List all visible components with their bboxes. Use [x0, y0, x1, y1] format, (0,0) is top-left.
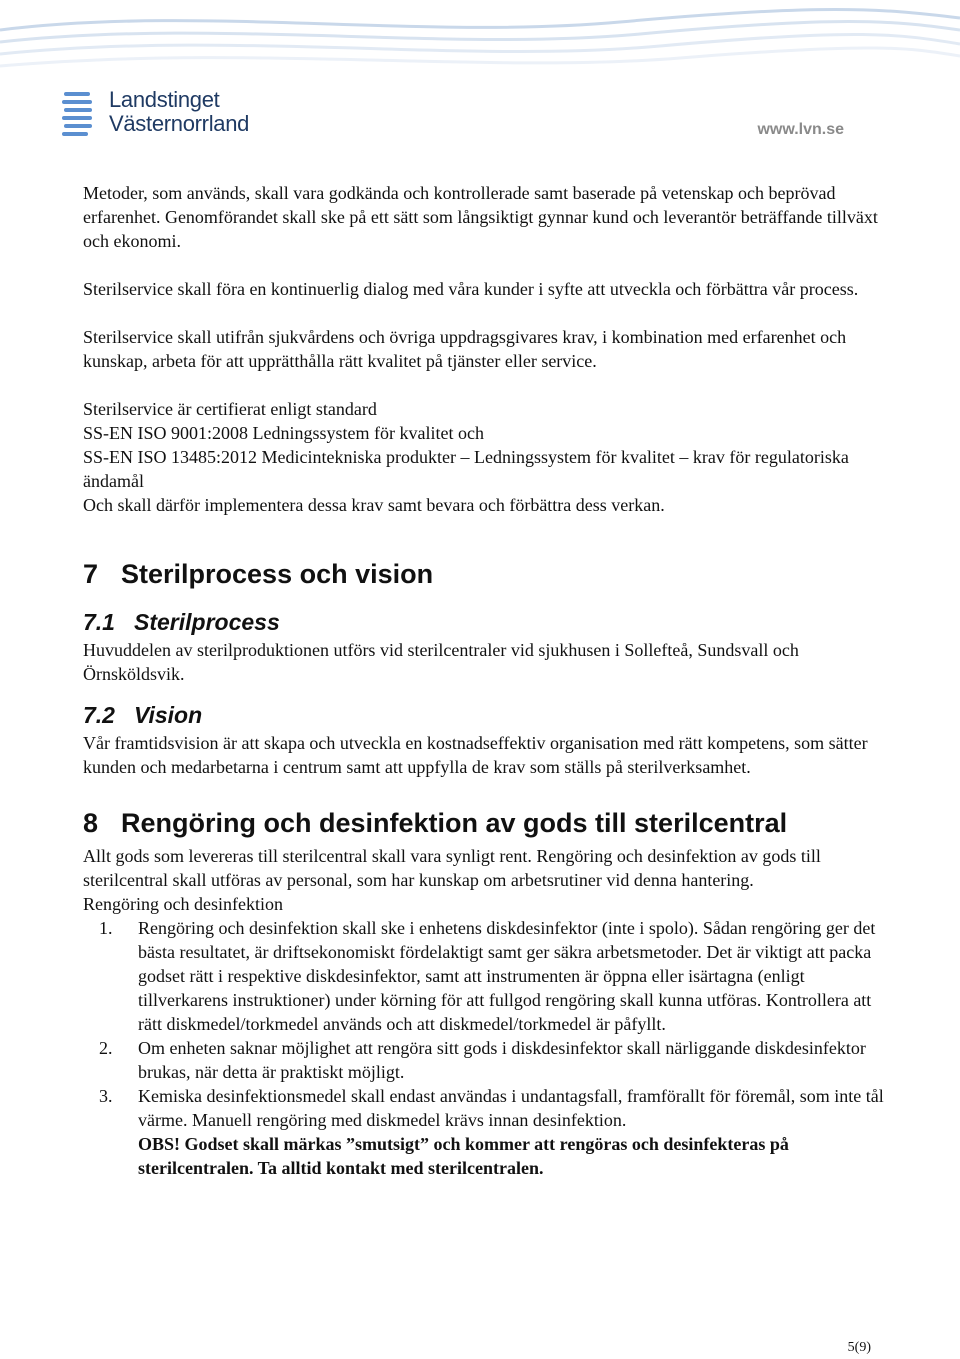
section-title: Rengöring och desinfektion av gods till sterilcentral	[121, 808, 788, 838]
intro-paragraph-3: Sterilservice skall utifrån sjukvårdens och övriga uppdragsgivares krav, i kombination med erfarenhet och kunskap, arbeta för att upprätthålla rätt kvalitet på tjänster eller service.	[83, 327, 847, 371]
logo-wordmark	[109, 88, 249, 136]
subsection-7-2-text: Vår framtidsvision är att skapa och utveckla en kostnadseffektiv organisation med rätt kompetens, som sätter kunden och medarbetarna i centrum samt att uppfylla de krav som ställs på sterilverksamhet.	[83, 733, 868, 777]
intro-paragraph-1: Metoder, som används, skall vara godkända och kontrollerade samt baserade på vetenskap och beprövad erfarenhet. Genomförandet skall ske på ett sätt som långsiktigt gynnar kund och leverantör beträffande tillväxt och ekonomi.	[83, 183, 878, 251]
subsection-title: Sterilprocess	[134, 609, 280, 635]
list-item-number: 3.	[99, 1086, 113, 1106]
website-url: www.lvn.se	[757, 121, 844, 138]
section-8-heading	[83, 807, 898, 839]
page-number: 5(9)	[847, 1340, 871, 1355]
section-title: Sterilprocess och vision	[121, 559, 434, 589]
certification-line: Och skall därför implementera dessa krav samt bevara och förbättra dess verkan.	[83, 495, 665, 515]
list-item-text: Om enheten saknar möjlighet att rengöra sitt gods i diskdesinfektor skall närliggande diskdesinfektor brukas, när detta är praktiskt möjligt.	[138, 1038, 866, 1082]
certification-line: SS-EN ISO 13485:2012 Medicintekniska produkter – Ledningssystem för kvalitet – krav för regulatoriska ändamål	[83, 447, 849, 491]
subsection-7-1-heading	[83, 608, 898, 636]
logo-line-2: Västernorrland	[109, 111, 250, 136]
list-item-body	[138, 1084, 898, 1180]
list-item	[83, 916, 898, 1036]
list-heading: Rengöring och desinfektion	[83, 894, 283, 914]
list-item	[83, 1036, 898, 1084]
section-number: 8	[83, 808, 99, 838]
document-body	[83, 181, 898, 1180]
list-item-number: 2.	[99, 1038, 113, 1058]
logo-line-1: Landstinget	[109, 87, 220, 112]
subsection-7-2-heading	[83, 701, 898, 729]
warning-note: OBS! Godset skall märkas ”smutsigt” och kommer att rengöras och desinfekteras på sterilcentralen. Ta alltid kontakt med sterilcentralen.	[138, 1134, 789, 1178]
subsection-7-1-text: Huvuddelen av sterilproduktionen utförs vid sterilcentraler vid sjukhusen i Sollefteå, Sundsvall och Örnsköldsvik.	[83, 640, 799, 684]
section-8-intro: Allt gods som levereras till sterilcentral skall vara synligt rent. Rengöring och desinfektion av gods till sterilcentral skall utföras av personal, som har kunskap om arbetsrutiner vid denna hantering.	[83, 846, 821, 890]
subsection-title: Vision	[134, 702, 203, 728]
list-item-text: Kemiska desinfektionsmedel skall endast användas i undantagsfall, framförallt för föremål, som inte tål värme. Manuell rengöring med diskmedel krävs innan desinfektion.	[138, 1086, 884, 1130]
logo-stripes-icon	[62, 88, 104, 140]
certification-line: Sterilservice är certifierat enligt standard	[83, 399, 377, 419]
organization-logo	[62, 86, 302, 142]
certification-line: SS-EN ISO 9001:2008 Ledningssystem för kvalitet och	[83, 423, 484, 443]
list-item-text: Rengöring och desinfektion skall ske i enhetens diskdesinfektor (inte i spolo). Sådan rengöring ger det bästa resultatet, är driftsekonomiskt fördelaktigt samt ger säkra arbetsmetoder. Det är viktigt att packa godset rätt i respektive diskdesinfektor, samt att instrumenten är öppna eller isärtagna (enligt tillverkarens instruktioner) under körning för att fullgod rengöring skall kunna utföras. Kontrollera att rätt diskmedel/torkmedel används och att diskmedel/torkmedel är påfyllt.	[138, 918, 876, 1034]
intro-paragraph-2: Sterilservice skall föra en kontinuerlig dialog med våra kunder i syfte att utveckla och förbättra vår process.	[83, 279, 859, 299]
procedure-list	[83, 916, 898, 1180]
subsection-number: 7.2	[83, 702, 115, 728]
section-7-heading	[83, 558, 898, 590]
section-number: 7	[83, 559, 99, 589]
header-wave-decoration	[0, 0, 960, 80]
subsection-number: 7.1	[83, 609, 115, 635]
list-item-number: 1.	[99, 918, 113, 938]
list-item	[83, 1084, 898, 1180]
